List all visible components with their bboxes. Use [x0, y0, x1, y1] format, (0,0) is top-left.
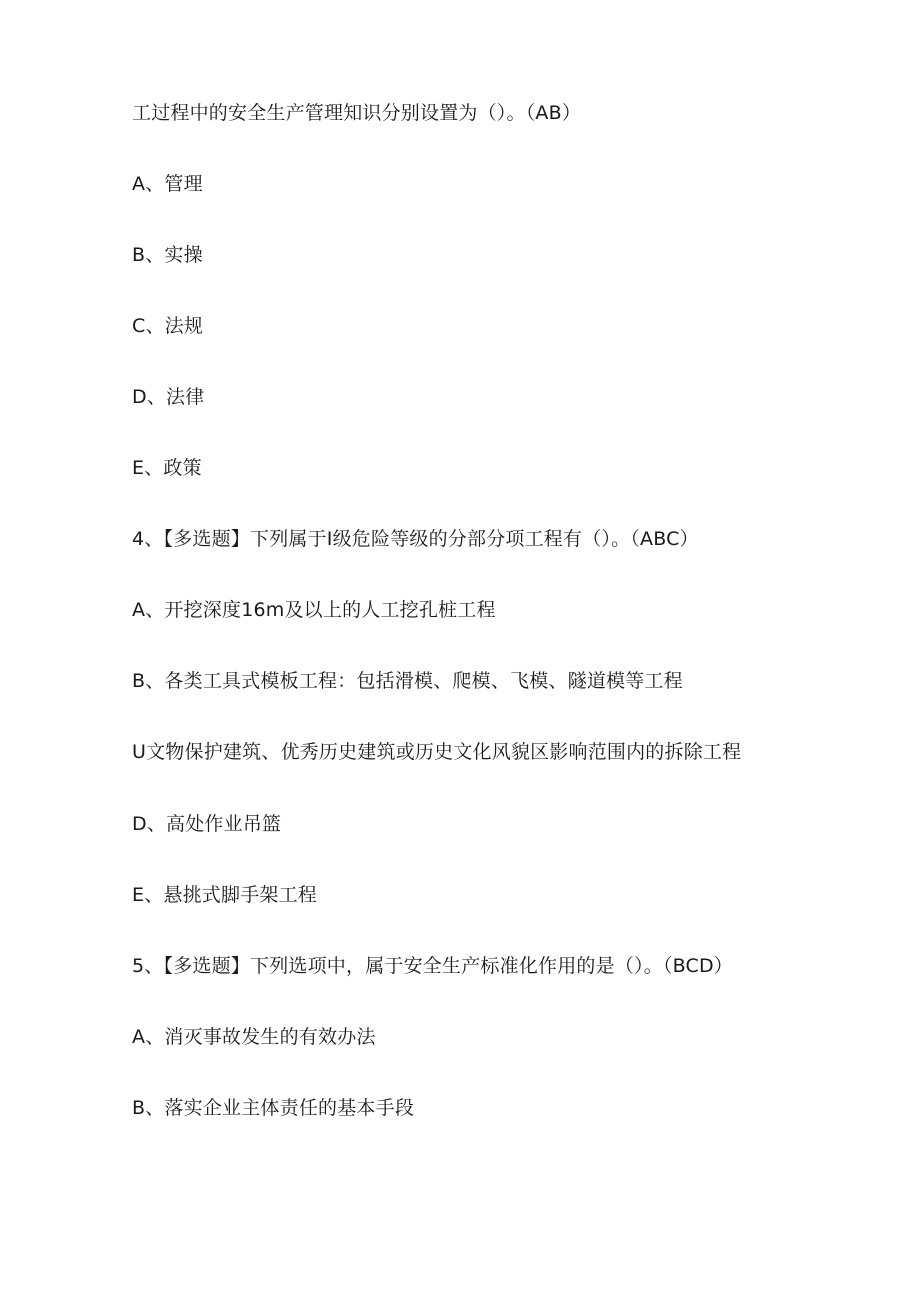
q3-option-c: C、法规 — [132, 315, 204, 337]
q4-option-a: A、开挖深度16m及以上的人工挖孔桩工程 — [132, 599, 496, 621]
q4-option-c: U文物保护建筑、优秀历史建筑或历史文化风貌区影响范围内的拆除工程 — [132, 741, 742, 763]
q3-option-d: D、法律 — [132, 386, 205, 408]
q5-option-a: A、消灭事故发生的有效办法 — [132, 1026, 376, 1048]
q3-option-a: A、管理 — [132, 173, 203, 195]
q3-option-e: E、政策 — [132, 457, 202, 479]
question-5: 5、【多选题】下列选项中，属于安全生产标准化作用的是（）。（BCD） — [132, 955, 733, 977]
question-4: 4、【多选题】下列属于I级危险等级的分部分项工程有（）。（ABC） — [132, 528, 699, 550]
q4-option-b: B、各类工具式模板工程：包括滑模、爬模、飞模、隧道模等工程 — [132, 670, 683, 692]
question-3-continuation: 工过程中的安全生产管理知识分别设置为（）。（AB） — [132, 102, 582, 124]
q4-option-d: D、高处作业吊篮 — [132, 813, 282, 835]
q5-option-b: B、落实企业主体责任的基本手段 — [132, 1097, 415, 1119]
q3-option-b: B、实操 — [132, 244, 203, 266]
q4-option-e: E、悬挑式脚手架工程 — [132, 884, 318, 906]
